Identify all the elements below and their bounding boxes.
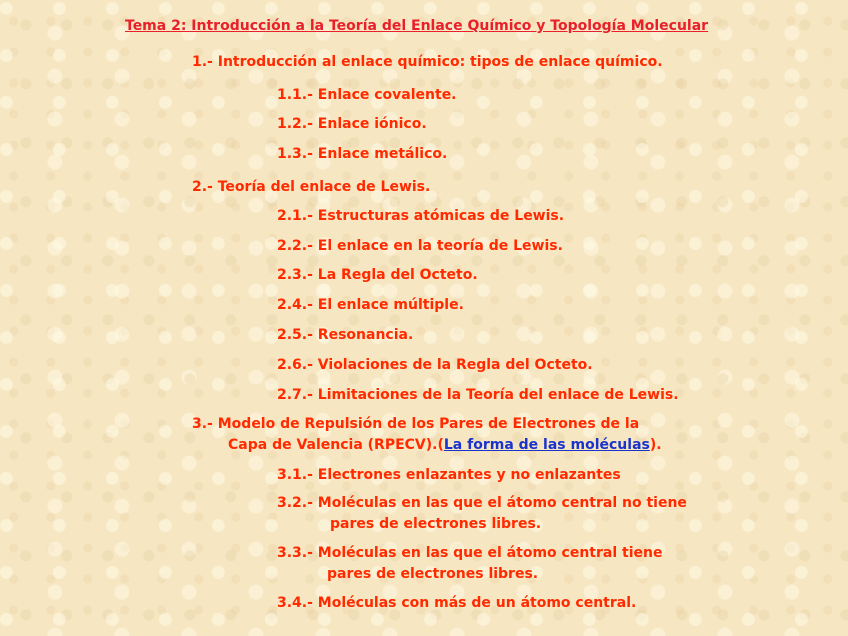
item-3-2-line1: 3.2.- Moléculas en las que el átomo central no tiene: [277, 495, 687, 511]
section-3-heading-prefix: Capa de Valencia (RPECV).(: [228, 437, 444, 453]
section-3-heading-line2: [228, 436, 662, 454]
molecular-shape-link[interactable]: La forma de las moléculas: [443, 437, 650, 453]
item-2-6: 2.6.- Violaciones de la Regla del Octeto.: [277, 357, 593, 373]
section-3-heading-line1: 3.- Modelo de Repulsión de los Pares de Electrones de la: [192, 416, 640, 432]
item-3-2-line2: pares de electrones libres.: [330, 516, 542, 532]
page-title: Tema 2: Introducción a la Teoría del Enlace Químico y Topología Molecular: [125, 18, 709, 34]
item-3-4: 3.4.- Moléculas con más de un átomo central.: [277, 595, 637, 611]
item-2-3: 2.3.- La Regla del Octeto.: [277, 267, 478, 283]
item-2-4: 2.4.- El enlace múltiple.: [277, 297, 464, 313]
item-3-3-line1: 3.3.- Moléculas en las que el átomo central tiene: [277, 545, 663, 561]
item-2-5: 2.5.- Resonancia.: [277, 327, 414, 343]
section-2-heading: 2.- Teoría del enlace de Lewis.: [192, 179, 431, 195]
item-1-1: 1.1.- Enlace covalente.: [277, 87, 457, 103]
item-2-2: 2.2.- El enlace en la teoría de Lewis.: [277, 238, 563, 254]
item-2-1: 2.1.- Estructuras atómicas de Lewis.: [277, 208, 565, 224]
section-1-heading: 1.- Introducción al enlace químico: tipos de enlace químico.: [192, 54, 663, 70]
section-3-heading-suffix: ).: [649, 437, 662, 453]
item-1-3: 1.3.- Enlace metálico.: [277, 146, 448, 162]
item-3-3-line2: pares de electrones libres.: [327, 566, 539, 582]
item-3-1: 3.1.- Electrones enlazantes y no enlazantes: [277, 467, 621, 483]
item-1-2: 1.2.- Enlace iónico.: [277, 116, 427, 132]
item-2-7: 2.7.- Limitaciones de la Teoría del enlace de Lewis.: [277, 387, 679, 403]
